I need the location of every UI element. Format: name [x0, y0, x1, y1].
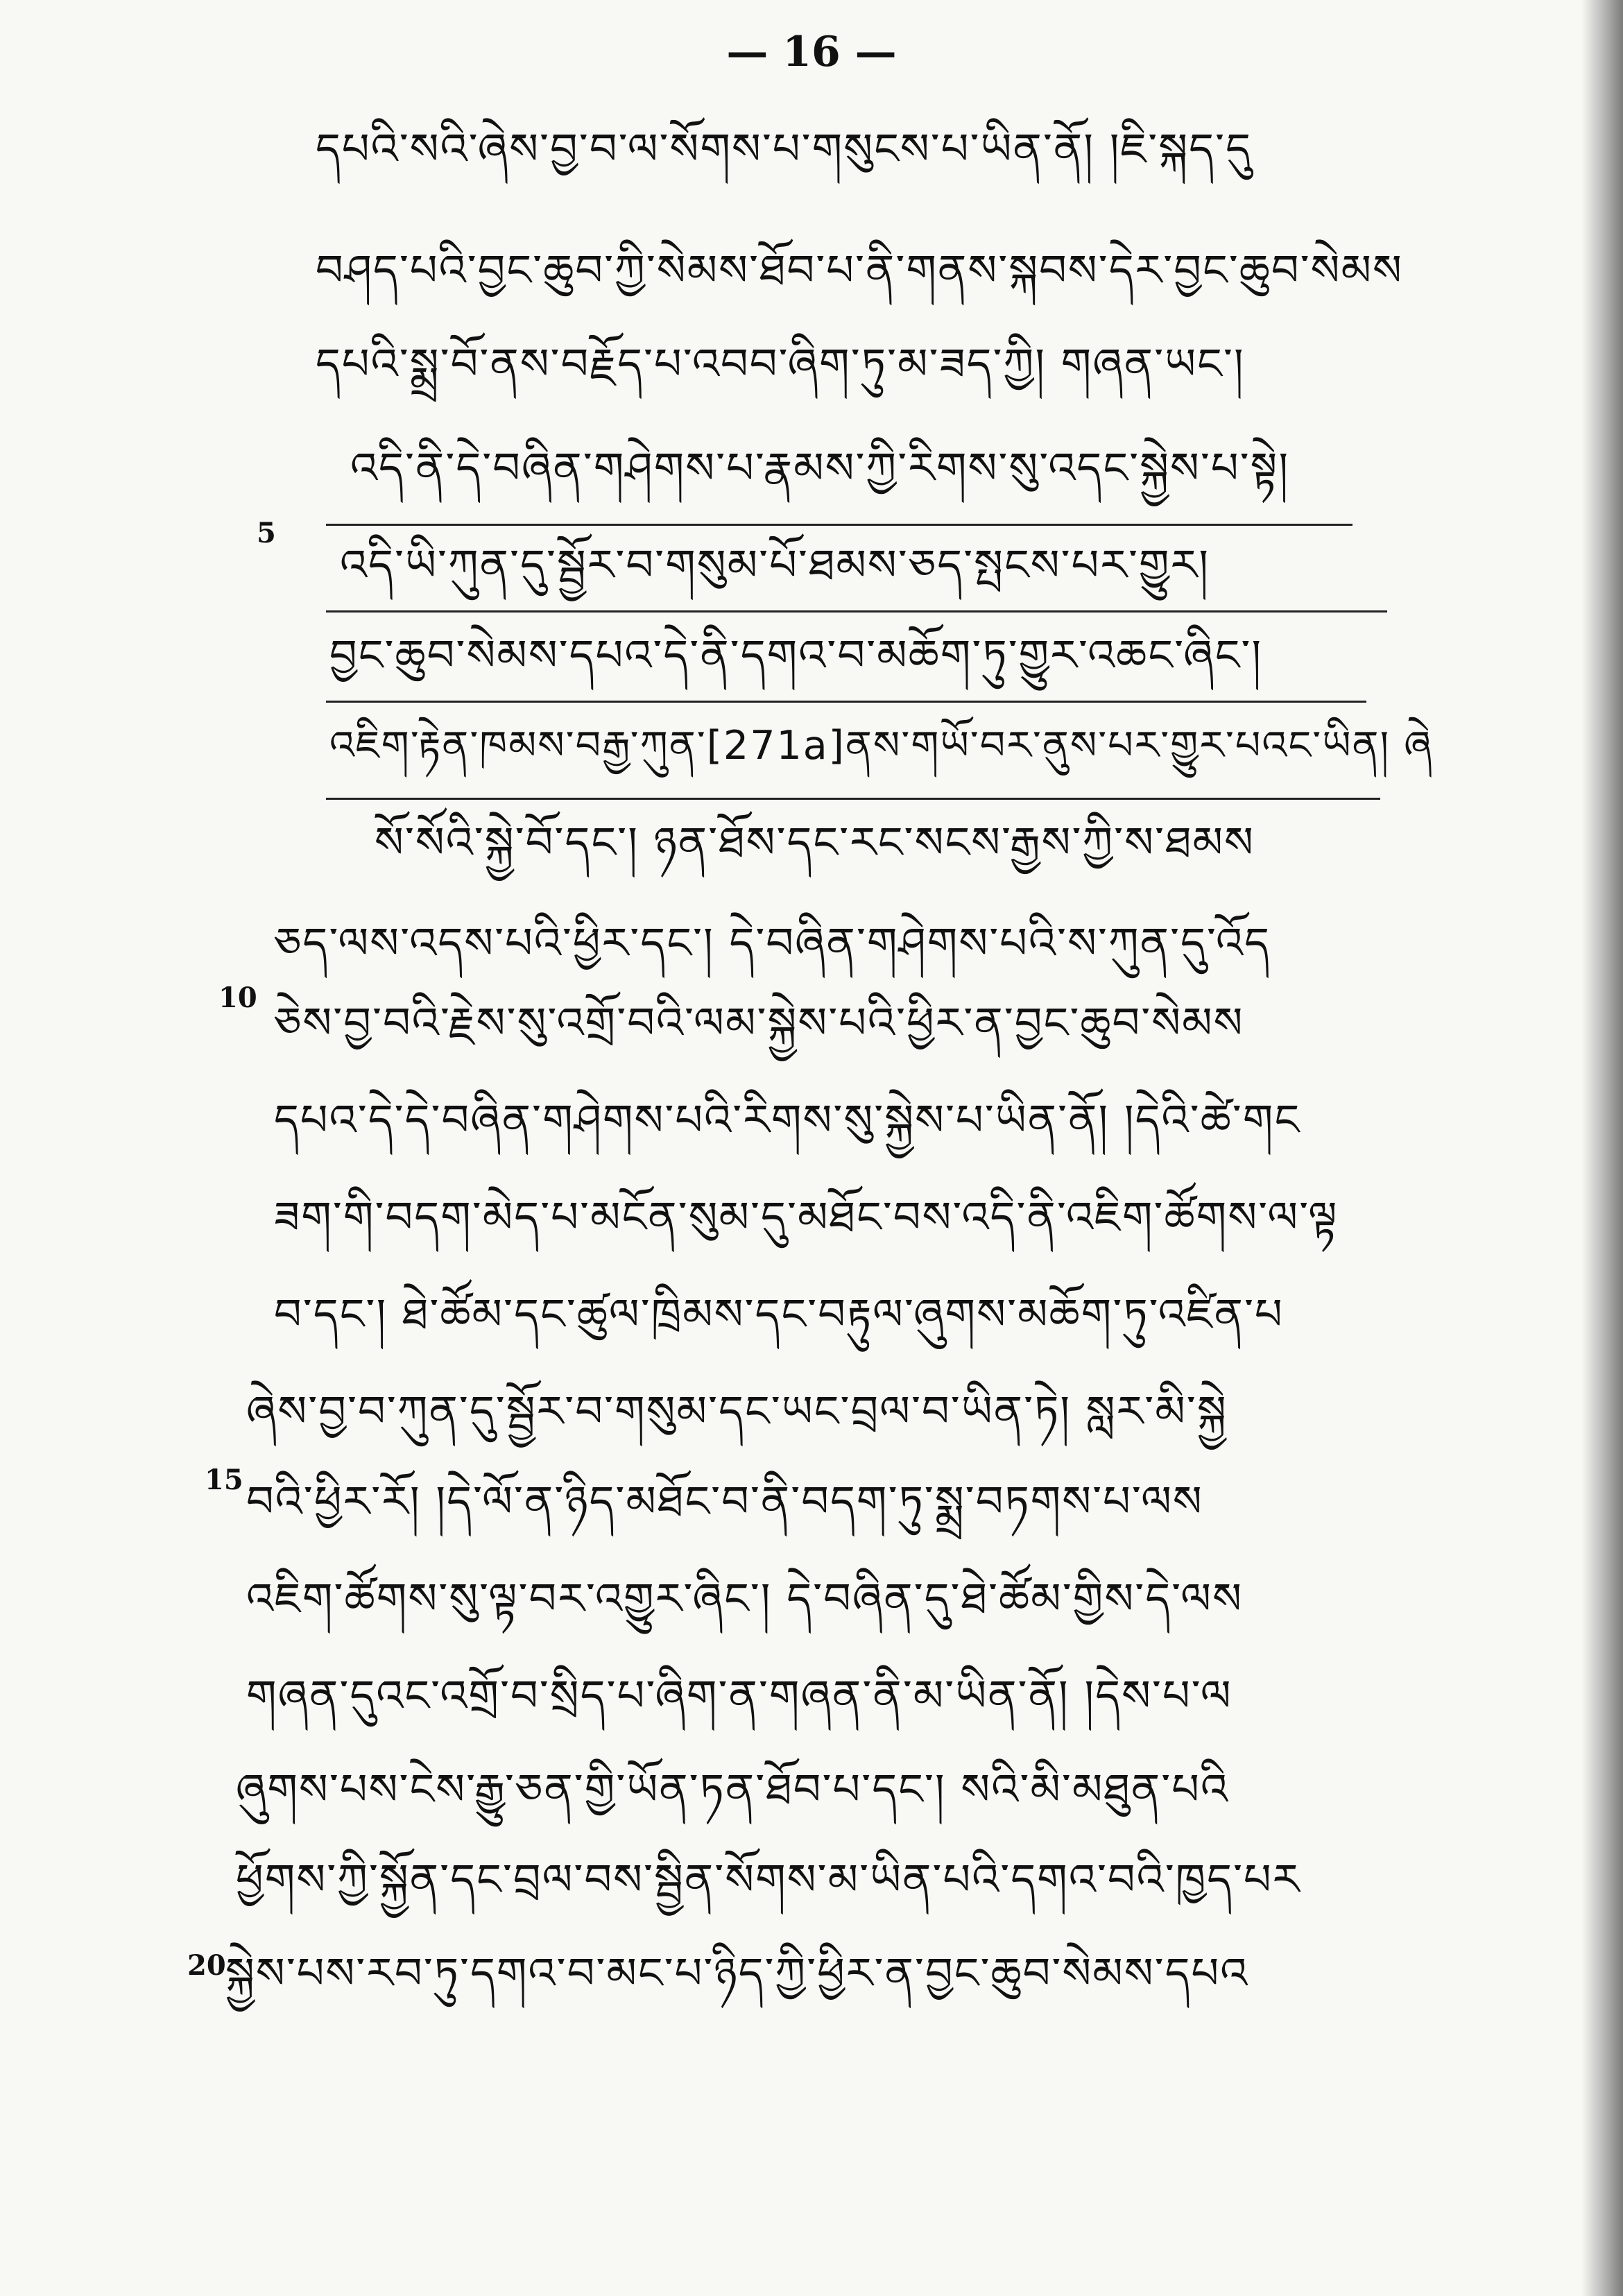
text-line: ཟག་གི་བདག་མེད་པ་མངོན་སུམ་དུ་མཐོང་བས་འདི་ནི་འཇིག་ཚོགས་ལ་ལྟ — [274, 1192, 1339, 1242]
verse-line: བྱང་ཆུབ་སེམས་དཔའ་དེ་ནི་དགའ་བ་མཆོག་ཏུ་གྱུར་འཆང་ཞིང་། — [329, 630, 1263, 680]
text-line: ཕྱོགས་ཀྱི་སྐྱོན་དང་བྲལ་བས་སྦྱིན་སོགས་མ་ཡིན་པའི་དགའ་བའི་ཁྱད་པར — [236, 1854, 1301, 1905]
text-line: ཅད་ལས་འདས་པའི་ཕྱིར་དང་། དེ་བཞིན་གཤེགས་པའི་ས་ཀུན་དུ་འོད — [274, 918, 1271, 968]
line-number: 10 — [218, 982, 257, 1014]
line-number: 15 — [205, 1464, 243, 1496]
text-line: བ་དང་། ཐེ་ཚོམ་དང་ཚུལ་ཁྲིམས་དང་བརྟུལ་ཞུགས་མཆོག་ཏུ་འཛིན་པ — [274, 1289, 1284, 1339]
text-line: གཞན་དུའང་འགྲོ་བ་སྲིད་པ་ཞིག་ན་གཞན་ནི་མ་ཡིན་ནོ། །དེས་པ་ལ — [246, 1670, 1233, 1721]
page-number: — 16 — — [726, 28, 897, 76]
verse-underline — [326, 701, 1366, 703]
text-line: དཔའི་སྨྲ་བོ་ནས་བརྗོད་པ་འབབ་ཞིག་ཏུ་མ་ཟད་ཀྱི། གཞན་ཡང་། — [316, 339, 1245, 389]
verse-line: འདི་ཡི་ཀུན་དུ་སྦྱོར་བ་གསུམ་པོ་ཐམས་ཅད་སྤངས་པར་གྱུར། — [340, 540, 1210, 590]
verse-underline — [326, 610, 1387, 612]
text-line: ཞེས་བྱ་བ་ཀུན་དུ་སྦྱོར་བ་གསུམ་དང་ཡང་བྲལ་བ་ཡིན་ཏེ། སླར་མི་སྐྱེ — [246, 1386, 1228, 1437]
verse-line: འདི་ནི་དེ་བཞིན་གཤེགས་པ་རྣམས་ཀྱི་རིགས་སུ་འདང་སྐྱེས་པ་སྟེ། — [350, 443, 1290, 493]
verse-underline — [326, 524, 1352, 526]
text-line: བཤད་པའི་བྱང་ཆུབ་ཀྱི་སེམས་ཐོབ་པ་ནི་གནས་སྐབས་དེར་བྱང་ཆུབ་སེམས — [316, 245, 1403, 295]
text-line: སོ་སོའི་སྐྱེ་བོ་དང་། ཉན་ཐོས་དང་རང་སངས་རྒྱས་ཀྱི་ས་ཐམས — [375, 817, 1255, 868]
text-line: སྐྱེས་པས་རབ་ཏུ་དགའ་བ་མང་པ་ཉིད་ཀྱི་ཕྱིར་ན་བྱང་ཆུབ་སེམས་དཔའ — [225, 1948, 1249, 1998]
text-line: དཔའ་དེ་དེ་བཞིན་གཤེགས་པའི་རིགས་སུ་སྐྱེས་པ་ཡིན་ནོ། །དེའི་ཚེ་གང — [274, 1095, 1301, 1145]
text-line: འཇིག་ཚོགས་སུ་ལྟ་བར་འགྱུར་ཞིང་། དེ་བཞིན་དུ་ཐེ་ཚོམ་གྱིས་དེ་ལས — [246, 1573, 1243, 1624]
text-line: དཔའི་སའི་ཞེས་བྱ་བ་ལ་སོགས་པ་གསུངས་པ་ཡིན་ནོ། །ཇི་སྐད་དུ — [316, 123, 1252, 174]
line-number: 20 — [187, 1949, 226, 1982]
scan-edge-shadow — [1581, 0, 1623, 2296]
verse-underline — [326, 798, 1380, 800]
verse-line: འཇིག་རྟེན་ཁམས་བརྒྱ་ཀུན་[271a]ནས་གཡོ་བར་ནུས་པར་གྱུར་པའང་ཡིན། ཞེ — [329, 723, 1434, 769]
line-number: 5 — [257, 517, 276, 549]
text-line: བའི་ཕྱིར་རོ། །དེ་ལོ་ན་ཉིད་མཐོང་བ་ནི་བདག་ཏུ་སྨྲ་བཏགས་པ་ལས — [246, 1476, 1203, 1527]
text-line: ཅེས་བྱ་བའི་རྗེས་སུ་འགྲོ་བའི་ལམ་སྐྱེས་པའི་ཕྱིར་ན་བྱང་ཆུབ་སེམས — [274, 997, 1244, 1048]
text-line: ཞུགས་པས་ངེས་རྒྱུ་ཅན་གྱི་ཡོན་ཏན་ཐོབ་པ་དང་། སའི་མི་མཐུན་པའི — [236, 1764, 1230, 1815]
